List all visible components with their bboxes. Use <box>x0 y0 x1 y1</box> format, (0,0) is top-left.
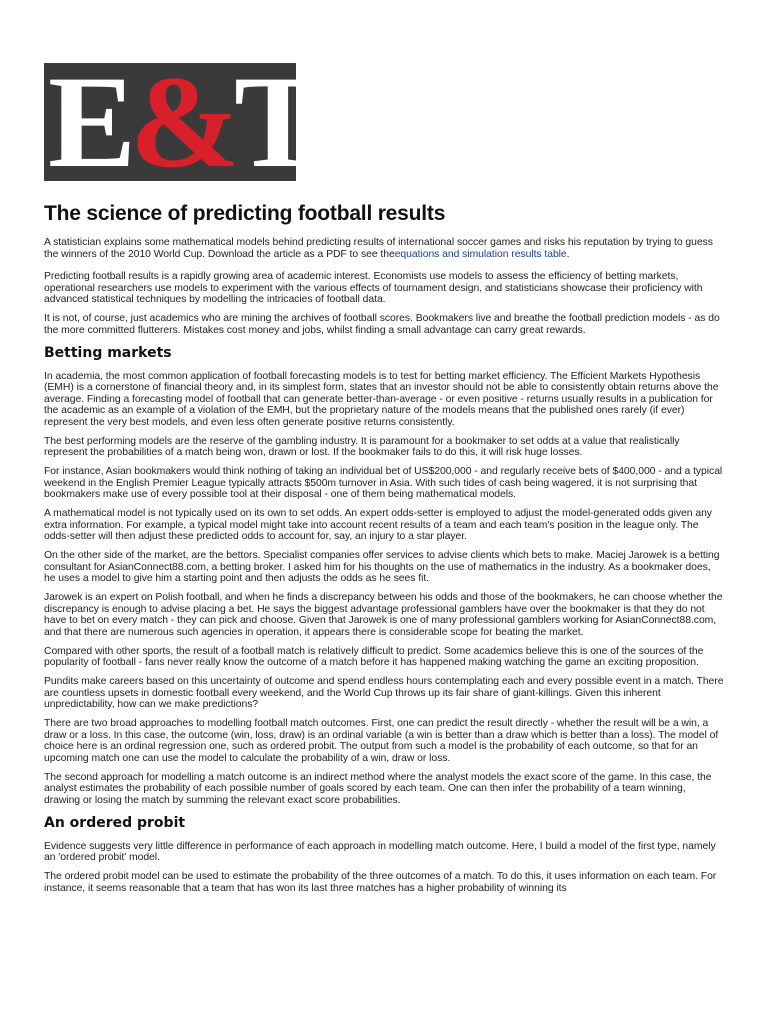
intro-end: . <box>566 248 570 260</box>
paragraph: The second approach for modelling a match outcome is an indirect method where the analyst models the exact score of the game. In this case, the analyst estimates the probability of each possible number of goals scored by each team. One can then infer the probability of a team winning, drawing or losing the match by summing the relevant exact score probabilities. <box>44 771 712 806</box>
paragraph: A mathematical model is not typically used on its own to set odds. An expert odds-setter is employed to adjust the model-generated odds given any extra information. For example, a typical model might take into account recent results of a team and each team's position in the league only. The odds-setter will then adjust these predicted odds to account for, say, an injury to a star player. <box>44 508 712 542</box>
paragraph: Predicting football results is a rapidly growing area of academic interest. Economists use models to assess the efficiency of betting markets, operational researchers use models to experiment with the various effects of tournament design, and statisticians showcase their proficiency with advanced statistical techniques by modelling the intricacies of football data. <box>44 271 703 305</box>
article-intro <box>44 237 724 260</box>
paragraph: Evidence suggests very little difference in performance of each approach in modelling match outcome. Here, I build a model of the first type, namely an 'ordered probit' model. <box>44 840 716 863</box>
paragraph: In academia, the most common application of football forecasting models is to test for betting market efficiency. The Efficient Markets Hypothesis (EMH) is a cornerstone of financial theory and, in its simplest form, states that an investor should not be able to consistently obtain returns above the average. Finding a forecasting model of football that can generate better-than-average - or even positive - returns usually results in a publication for the academic as an example of a violation of the EMH, but the proprietary nature of the models means that the published ones rarely (if ever) represent the very best models, and even less often generate positive returns consistently. <box>44 370 719 428</box>
paragraph: On the other side of the market, are the bettors. Specialist companies offer services to advise clients which bets to make. Maciej Jarowek is a betting consultant for AsianConnect88.com, a betting broker. I asked him for his thoughts on the use of mathematics in the industry. As a bookmaker does, he uses a model to give him a starting point and then adjusts the odds as he sees fit. <box>44 550 720 584</box>
paragraph: Jarowek is an expert on Polish football, and when he finds a discrepancy between his odds and those of the bookmakers, he can choose whether the discrepancy is enough to advise placing a bet. He says the biggest advantage professional gamblers have over the bookmaker is that they do not have to bet on every match - they can pick and choose. Given that Jarowek is one of many professional gamblers working for AsianConnect88.com, and that there are numerous such agencies in operation, it appears there is considerable scope for beating the market. <box>44 592 723 638</box>
article-title: The science of predicting football results <box>44 202 446 225</box>
logo-letter-t: T <box>234 48 317 195</box>
section-heading-betting-markets: Betting markets <box>44 344 172 361</box>
logo-ampersand: & <box>130 48 235 195</box>
intro-text: A statistician explains some mathematical models behind predicting results of international soccer games and risks his reputation by trying to guess the winners of the 2010 World Cup. Download the article as a PDF to see the <box>44 237 713 260</box>
paragraph: Pundits make careers based on this uncertainty of outcome and spend endless hours contemplating each and every possible event in a match. There are countless upsets in domestic football every weekend, and the World Cup throws up its fair share of giant-killings. Given this inherent unpredictability, how can we make predictions? <box>44 676 724 710</box>
article-page <box>44 48 724 902</box>
logo-letter-e: E <box>48 48 131 195</box>
paragraph: There are two broad approaches to modelling football match outcomes. First, one can predict the result directly - whether the result will be a win, a draw or a loss. In this case, the outcome (win, loss, draw) is an ordinal variable (a win is better than a draw which is better than a loss). The model of choice here is an ordinal regression one, such as ordered probit. The output from such a model is the probability of each outcome, so that for an upcoming match one can use the model to calculate the probability of a win, draw or loss. <box>44 718 719 764</box>
logo-wordmark <box>48 48 317 195</box>
section-heading-ordered-probit: An ordered probit <box>44 814 186 831</box>
paragraph: It is not, of course, just academics who are mining the archives of football scores. Bookmakers live and breathe the football prediction models - as do the more committed flutterers. Mistakes cost money and jobs, whilst finding a small advantage can carry great rewards. <box>44 313 720 336</box>
pdf-download-link[interactable]: equations and simulation results table <box>394 248 567 260</box>
paragraph: The ordered probit model can be used to estimate the probability of the three outcomes of a match. To do this, it uses information on each team. For instance, it seems reasonable that a team that has won its last three matches has a higher probability of winning its <box>44 871 717 894</box>
paragraph: The best performing models are the reserve of the gambling industry. It is paramount for a bookmaker to set odds at a value that realistically represent the probabilities of a match being won, drawn or lost. If the bookmaker fails to do this, it will risk huge losses. <box>44 435 680 458</box>
paragraph: For instance, Asian bookmakers would think nothing of taking an individual bet of US$200,000 - and regularly receive bets of $400,000 - and a typical weekend in the English Premier League typically attracts $500m turnover in Asia. With such tides of cash being wagered, it is not surprising that bookmakers make use of every possible tool at their disposal - one of them being mathematical models. <box>44 466 723 500</box>
paragraph: Compared with other sports, the result of a football match is relatively difficult to predict. Some academics believe this is one of the sources of the popularity of football - fans never really know the outcome of a match before it has happened making watching the game an exciting proposition. <box>44 645 704 668</box>
et-logo <box>44 48 317 195</box>
